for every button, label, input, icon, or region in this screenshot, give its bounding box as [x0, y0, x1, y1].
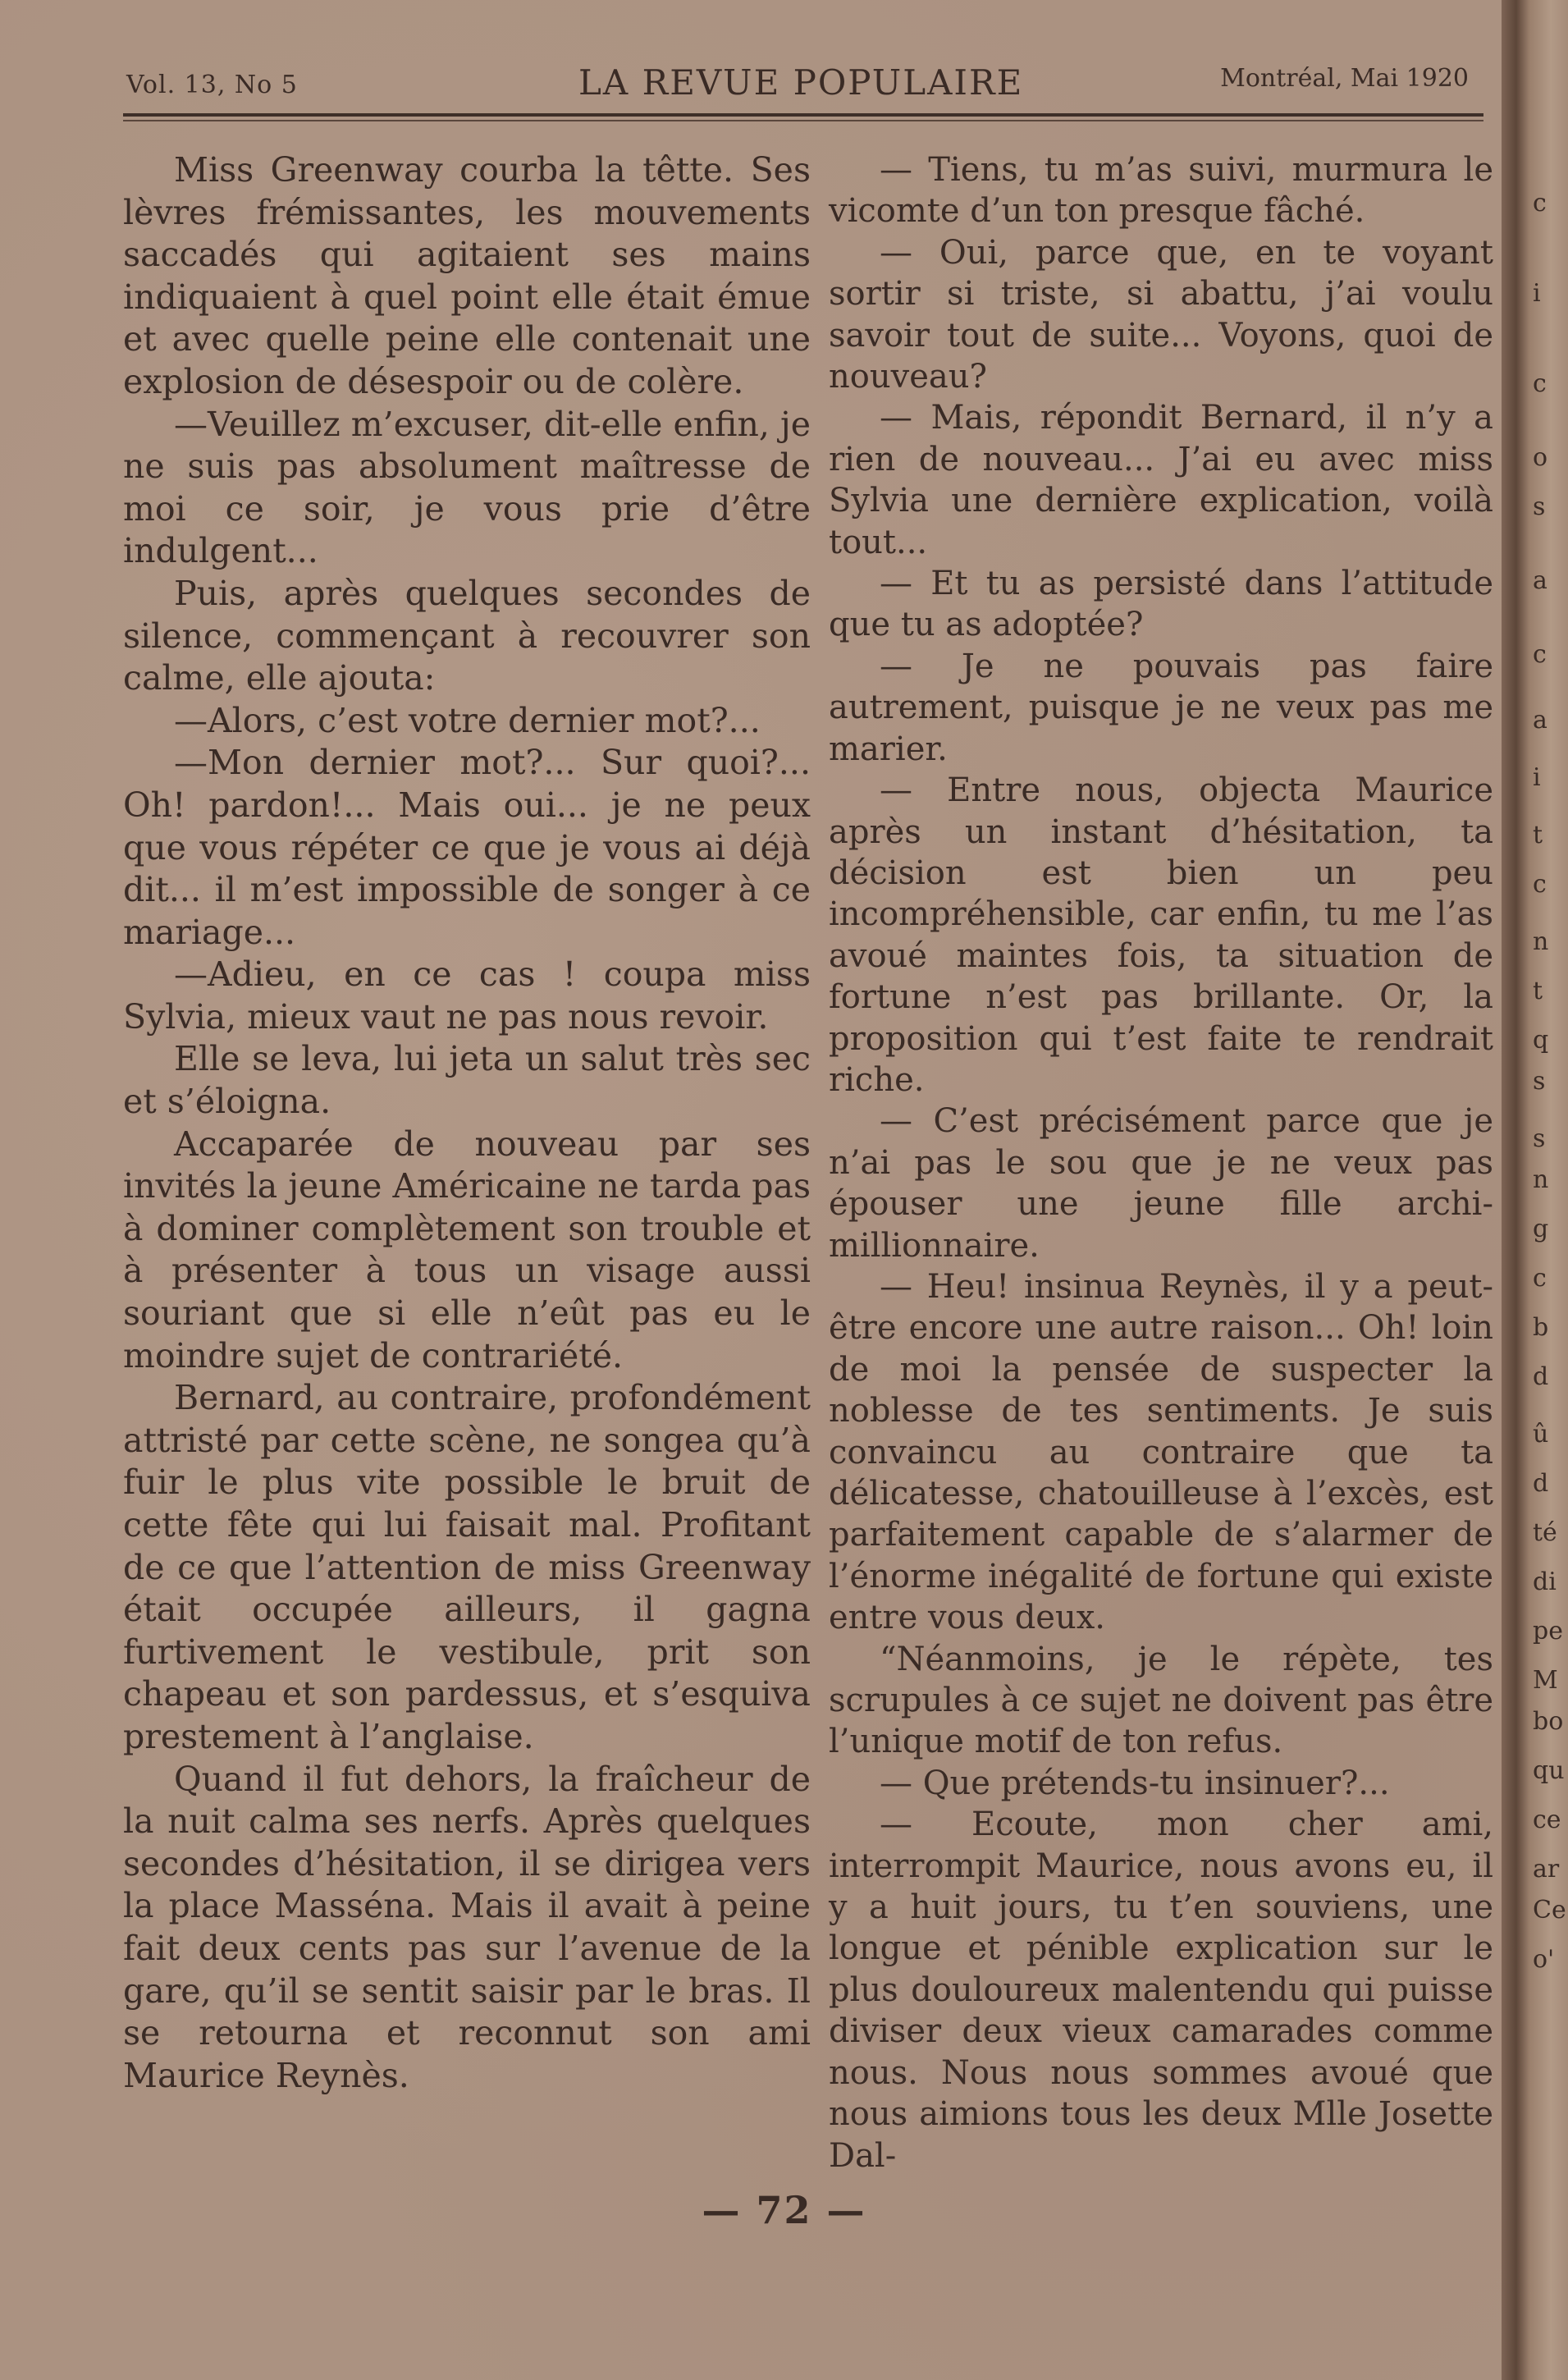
- paragraph: Miss Greenway courba la têtte. Ses lèvres frémissantes, les mouvements saccadés qui agitaient ses mains indiquaient à quel point elle était émue et avec quelle peine elle contenait une explosion de désespoir ou de colère.: [123, 150, 811, 401]
- gutter-fragment: di: [1533, 1568, 1557, 1596]
- gutter-fragment: c: [1533, 189, 1547, 217]
- paragraph: —Veuillez m’excuser, dit-elle enfin, je ne suis pas absolument maîtresse de moi ce soir, je vous prie d’être indulgent...: [123, 404, 811, 571]
- paragraph: — Et tu as persisté dans l’attitude que tu as adoptée?: [829, 565, 1493, 644]
- gutter-fragment: té: [1533, 1518, 1557, 1547]
- page-number: — 72 —: [702, 2188, 866, 2232]
- left-column: [123, 149, 811, 2097]
- gutter-fragment: d: [1533, 1469, 1549, 1498]
- right-column: [829, 149, 1493, 2176]
- gutter-fragment: s: [1533, 1124, 1546, 1153]
- publication-title: LA REVUE POPULAIRE: [578, 62, 1024, 103]
- paragraph: — Entre nous, objecta Maurice après un instant d’hésitation, ta décision est bien un peu incompréhensible, car enfin, tu me l’as avoué maintes fois, ta situation de fortune n’est pas brillante. Or, la proposition qui t’est faite te rendrait riche.: [829, 771, 1493, 1099]
- paragraph: Bernard, au contraire, profondément attristé par cette scène, ne songea qu’à fuir le plus vite possible le bruit de cette fête qui lui faisait mal. Profitant de ce que l’attention de miss Greenway était occupée ailleurs, il gagna furtivement le vestibule, prit son chapeau et son pardessus, et s’esquiva prestement à l’anglaise.: [123, 1378, 811, 1756]
- gutter-fragment: pe: [1533, 1617, 1563, 1645]
- gutter-fragment: t: [1533, 977, 1543, 1005]
- paragraph: “Néanmoins, je le répète, tes scrupules à ce sujet ne doivent pas être l’unique motif de ton refus.: [829, 1640, 1493, 1761]
- gutter-fragment: ce: [1533, 1806, 1561, 1834]
- issue-volume: Vol. 13, No 5: [126, 71, 298, 99]
- place-date: Montréal, Mai 1920: [1220, 64, 1469, 93]
- gutter-fragment: o: [1533, 443, 1548, 472]
- gutter-fragment: n: [1533, 927, 1549, 956]
- header-rule-thin: [123, 120, 1483, 121]
- gutter-fragment: û: [1533, 1420, 1549, 1449]
- paragraph: — Que prétends-tu insinuer?...: [880, 1764, 1390, 1802]
- gutter-fragment: q: [1533, 1026, 1549, 1055]
- gutter-fragment: c: [1533, 369, 1547, 398]
- paragraph: — Heu! insinua Reynès, il y a peut-être encore une autre raison... Oh! loin de moi la pensée de suspecter la noblesse de tes sentiments. Je suis convaincu au contraire que ta délicatesse, chatouilleuse à l’excès, est parfaitement capable de s’alarmer de l’énorme inégalité de fortune qui existe entre vous deux.: [829, 1267, 1493, 1637]
- paragraph: Accaparée de nouveau par ses invités la jeune Américaine ne tarda pas à dominer complètement son trouble et à présenter à tous un visage aussi souriant que si elle n’eût pas eu le moindre sujet de contrariété.: [123, 1124, 811, 1375]
- header-rule: [123, 113, 1483, 117]
- gutter-fragment: a: [1533, 566, 1547, 595]
- gutter-fragment: t: [1533, 821, 1543, 849]
- gutter-fragment: d: [1533, 1362, 1549, 1391]
- gutter-fragment: o': [1533, 1945, 1555, 1974]
- gutter-fragment: n: [1533, 1165, 1549, 1194]
- paragraph: — Oui, parce que, en te voyant sortir si triste, si abattu, j’ai voulu savoir tout de suite... Voyons, quoi de nouveau?: [829, 233, 1493, 396]
- gutter-fragment: c: [1533, 1264, 1547, 1293]
- gutter-fragment: c: [1533, 870, 1547, 899]
- gutter-fragment: qu: [1533, 1756, 1565, 1785]
- gutter-fragment: i: [1533, 279, 1541, 308]
- gutter-fragment: c: [1533, 640, 1547, 669]
- gutter-fragment: i: [1533, 763, 1541, 792]
- paragraph: Puis, après quelques secondes de silence, commençant à recouvrer son calme, elle ajouta:: [123, 573, 811, 698]
- paragraph: Elle se leva, lui jeta un salut très sec et s’éloigna.: [123, 1039, 811, 1122]
- paragraph: — Je ne pouvais pas faire autrement, puisque je ne veux pas me marier.: [829, 647, 1493, 768]
- gutter-fragment: g: [1533, 1215, 1549, 1243]
- gutter-fragment: M: [1533, 1666, 1558, 1695]
- paragraph: —Alors, c’est votre dernier mot?...: [174, 700, 761, 740]
- paragraph: — Ecoute, mon cher ami, interrompit Maurice, nous avons eu, il y a huit jours, tu t’en souviens, une longue et pénible explication sur le plus douloureux malentendu qui puisse diviser deux vieux camarades comme nous. Nous nous sommes avoué que nous aimions tous les deux Mlle Josette Dal-: [829, 1806, 1493, 2175]
- gutter-fragment: ar: [1533, 1855, 1560, 1883]
- paragraph: — Tiens, tu m’as suivi, murmura le vicomte d’un ton presque fâché.: [829, 151, 1493, 231]
- gutter-fragment: a: [1533, 706, 1547, 735]
- paragraph: — C’est précisément parce que je n’ai pas le sou que je ne veux pas épouser une jeune fille archi-millionnaire.: [829, 1102, 1493, 1265]
- paragraph: —Adieu, en ce cas ! coupa miss Sylvia, mieux vaut ne pas nous revoir.: [123, 954, 811, 1037]
- gutter-fragment: bo: [1533, 1707, 1564, 1736]
- paragraph: — Mais, répondit Bernard, il n’y a rien de nouveau... J’ai eu avec miss Sylvia une dernière explication, voilà tout...: [829, 399, 1493, 561]
- gutter-fragment: s: [1533, 492, 1546, 521]
- paragraph: Quand il fut dehors, la fraîcheur de la nuit calma ses nerfs. Après quelques secondes d’hésitation, il se dirigea vers la place Masséna. Mais il avait à peine fait deux cents pas sur l’avenue de la gare, qu’il se sentit saisir par le bras. Il se retourna et reconnut son ami Maurice Reynès.: [123, 1759, 811, 2095]
- gutter-fragment: b: [1533, 1313, 1549, 1342]
- gutter-fragment: Ce: [1533, 1896, 1566, 1925]
- gutter-fragment: s: [1533, 1067, 1546, 1096]
- paragraph: —Mon dernier mot?... Sur quoi?... Oh! pardon!... Mais oui... je ne peux que vous répéter ce que je vous ai déjà dit... il m’est impossible de songer à ce mariage...: [123, 743, 811, 952]
- page-header: [123, 57, 1485, 115]
